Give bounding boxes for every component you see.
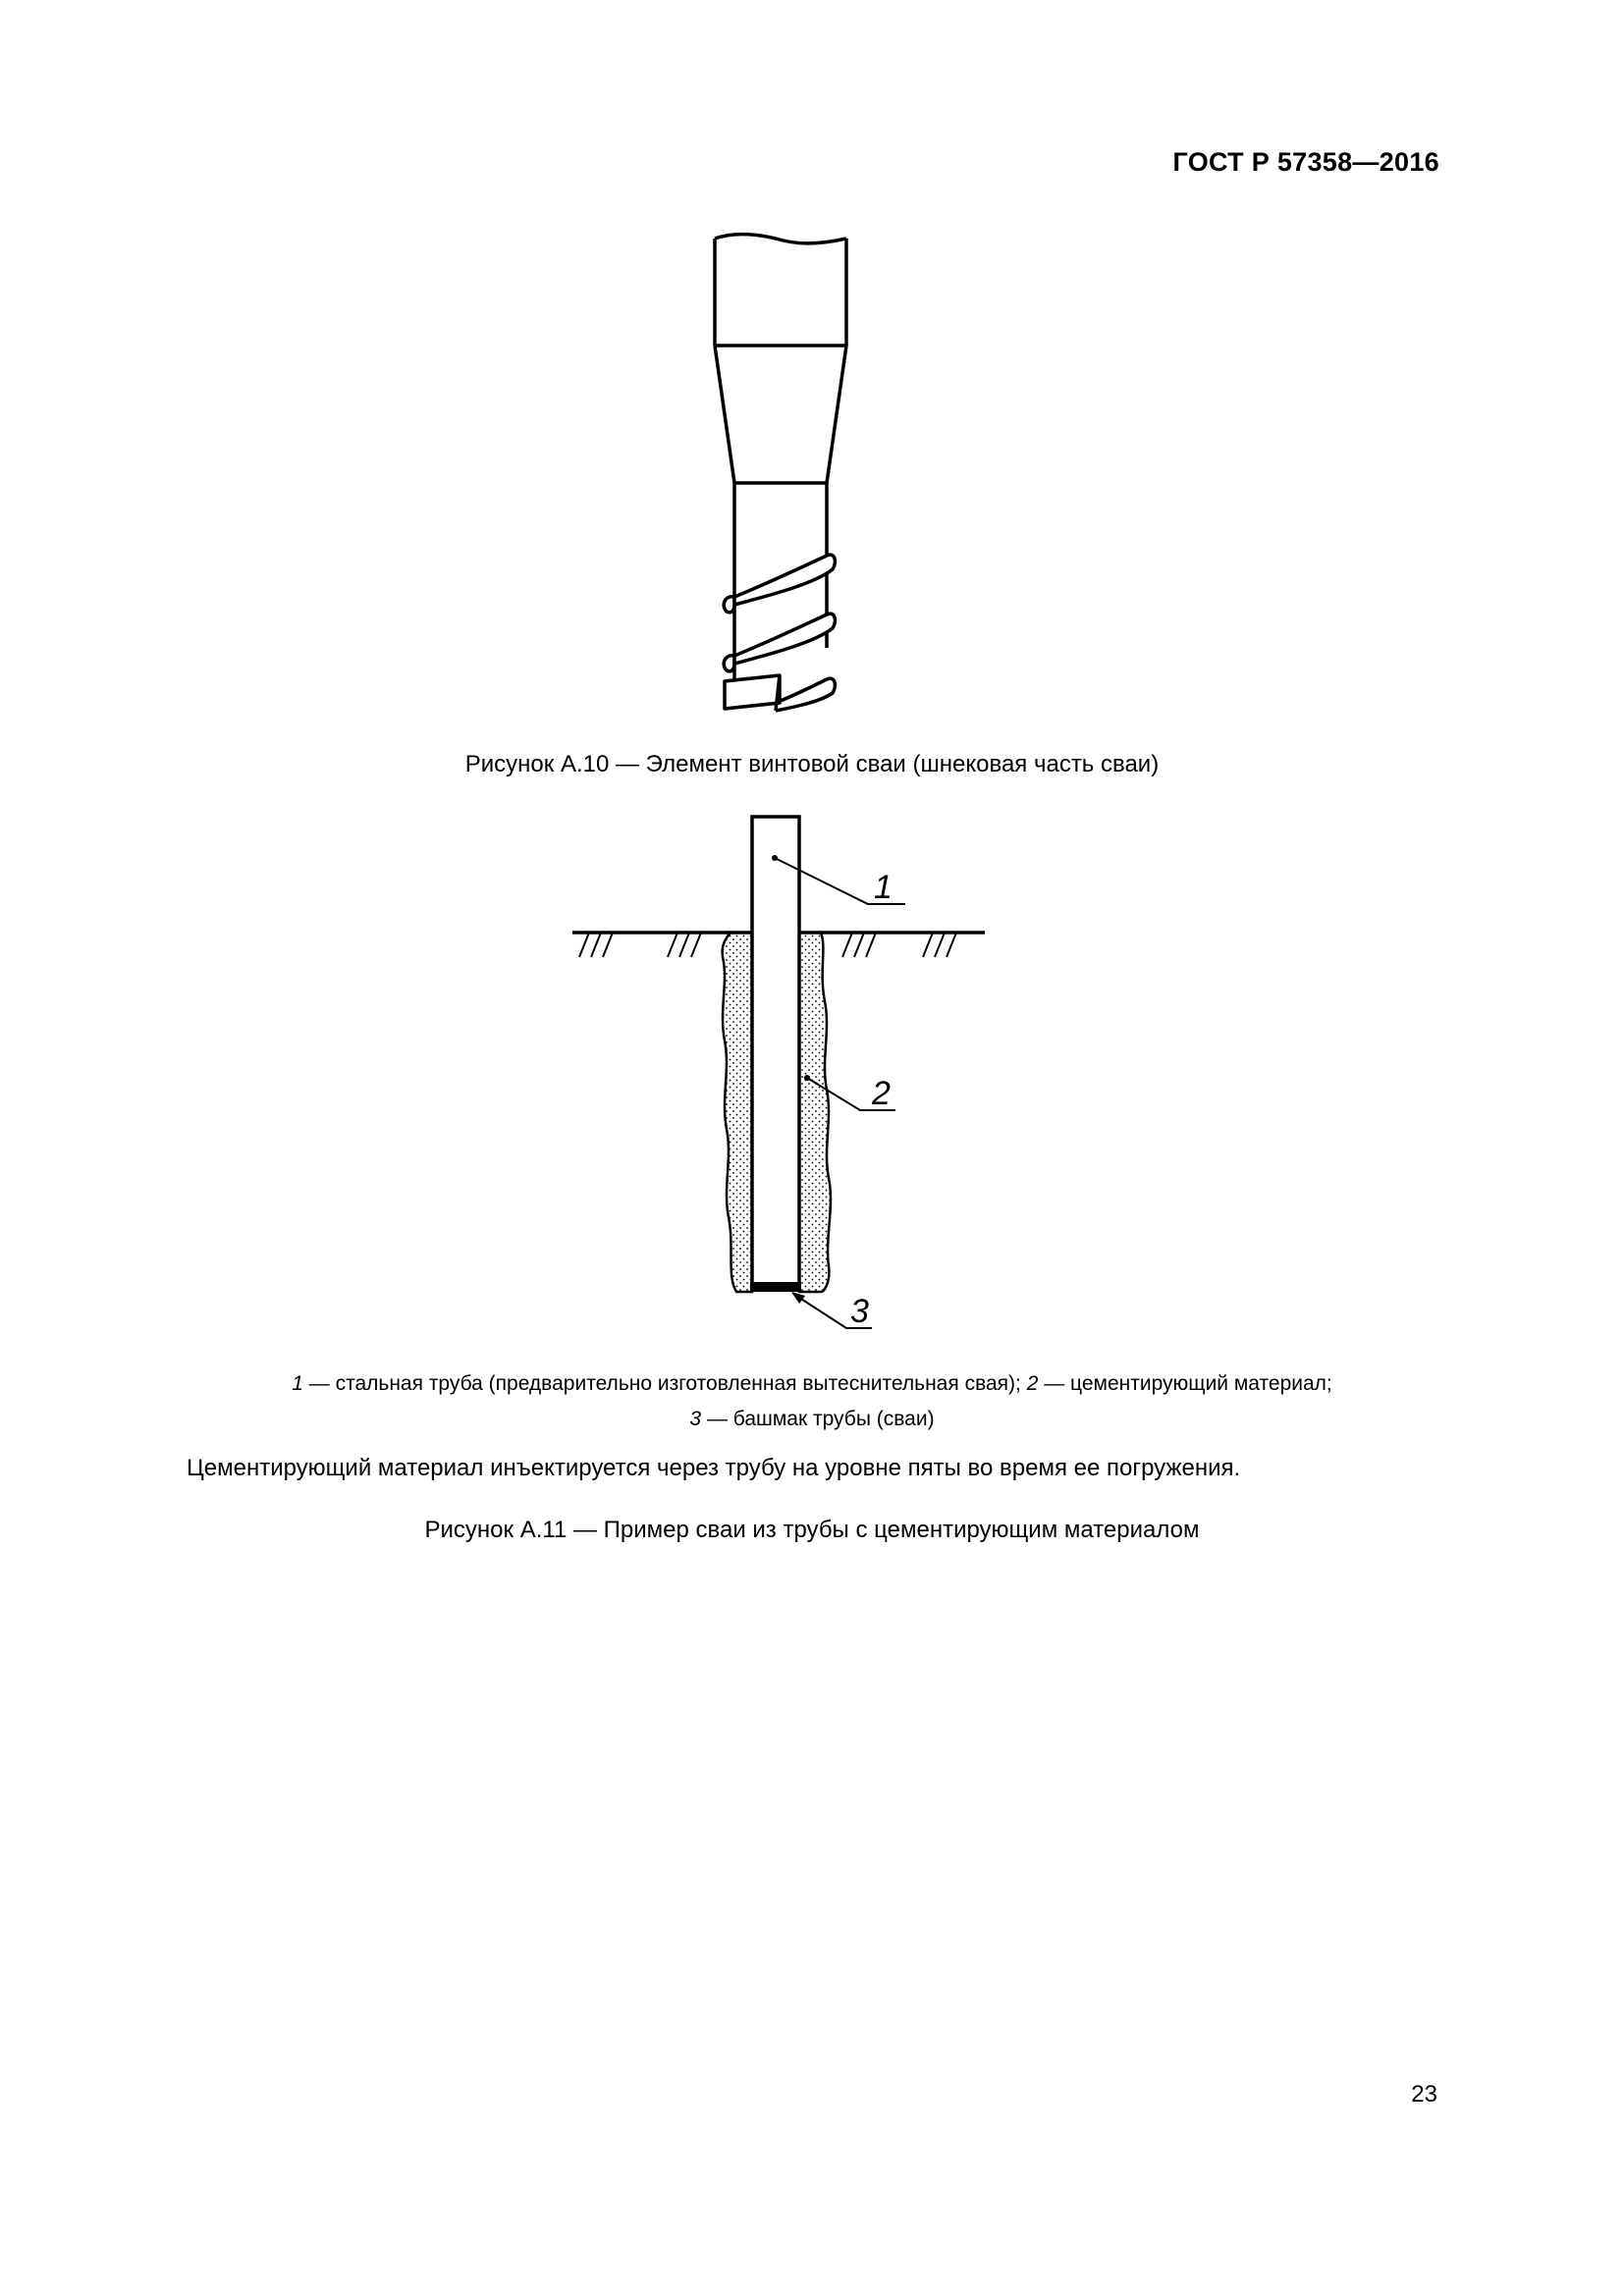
- legend-line-1: [0, 1366, 1624, 1402]
- pipe-shoe: [750, 1282, 801, 1292]
- cement-material-right: [799, 933, 831, 1292]
- legend-num-2: 2: [1026, 1372, 1039, 1395]
- legend-line-2: [0, 1402, 1624, 1437]
- figure-a11-legend: [0, 1366, 1624, 1437]
- callout-label-2: 2: [872, 1075, 891, 1112]
- cemented-pipe-pile-drawing: [572, 817, 985, 1330]
- callout-label-1: 1: [874, 869, 893, 906]
- steel-pipe: [752, 817, 799, 1284]
- legend-num-3: 3: [689, 1408, 702, 1430]
- figure-a11-note: Цементирующий материал инъектируется через трубу на уровне пяты во время ее погружения.: [187, 1455, 1241, 1481]
- cement-material-left: [723, 933, 752, 1292]
- screw-pile-drawing: [715, 235, 846, 712]
- page-number: 23: [1411, 2081, 1437, 2108]
- document-id-header: ГОСТ Р 57358—2016: [1172, 147, 1439, 177]
- legend-text-3: — башмак трубы (сваи): [701, 1408, 935, 1430]
- legend-num-1: 1: [292, 1372, 303, 1395]
- legend-text-2: — цементирующий материал;: [1038, 1372, 1332, 1395]
- figure-a10-caption: Рисунок А.10 — Элемент винтовой сваи (шнековая часть сваи): [464, 751, 1160, 777]
- figure-a11-caption: Рисунок А.11 — Пример сваи из трубы с цементирующим материалом: [424, 1517, 1200, 1543]
- callout-label-3: 3: [850, 1293, 869, 1330]
- legend-text-1: — стальная труба (предварительно изготовленная вытеснительная свая);: [302, 1372, 1027, 1395]
